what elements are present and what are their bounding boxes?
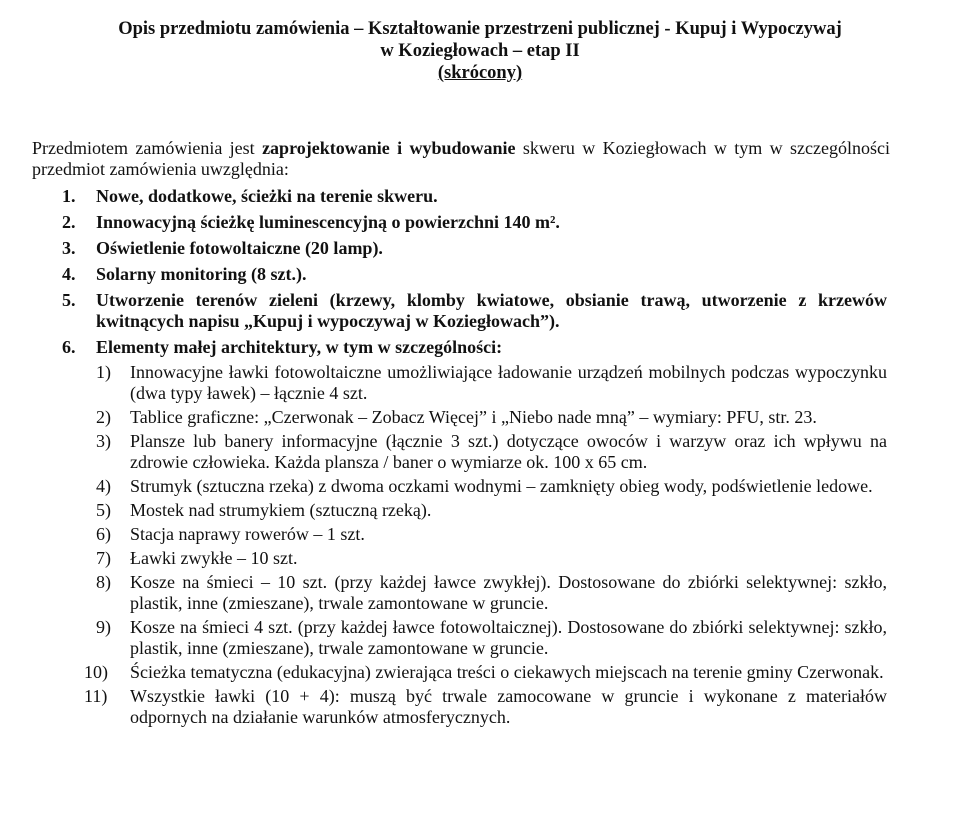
list-item <box>62 264 887 285</box>
sub-list-item <box>96 476 887 497</box>
sub-list-item-text: Ścieżka tematyczna (edukacyjna) zwierająca treści o ciekawych miejscach na terenie gminy Czerwonak. <box>130 662 884 682</box>
document-header <box>0 18 960 84</box>
sub-list-item <box>96 362 887 404</box>
list-item-text: Innowacyjną ścieżkę luminescencyjną o powierzchni 140 m². <box>96 212 560 232</box>
sub-list-item-text: Ławki zwykłe – 10 szt. <box>130 548 298 568</box>
list-item <box>62 238 887 259</box>
main-list <box>62 186 887 733</box>
sub-list-item-text: Tablice graficzne: „Czerwonak – Zobacz Więcej” i „Niebo nade mną” – wymiary: PFU, str. 23. <box>130 407 817 427</box>
sub-list-item-number: 3) <box>96 431 111 451</box>
list-item-text: Elementy małej architektury, w tym w szczególności: <box>96 337 503 357</box>
list-item-number: 6. <box>62 337 76 357</box>
intro-bold: zaprojektowanie i wybudowanie <box>262 138 516 158</box>
sub-list <box>84 362 887 728</box>
list-item <box>62 212 887 233</box>
sub-list-item-text: Stacja naprawy rowerów – 1 szt. <box>130 524 365 544</box>
sub-list-item-text: Innowacyjne ławki fotowoltaiczne umożliwiające ładowanie urządzeń mobilnych podczas wypoczynku (dwa typy ławek) – łącznie 4 szt. <box>130 362 887 403</box>
sub-list-item-number: 5) <box>96 500 111 520</box>
sub-list-item-text: Mostek nad strumykiem (sztuczną rzeką). <box>130 500 432 520</box>
sub-list-item <box>96 572 887 614</box>
sub-list-item-text: Strumyk (sztuczna rzeka) z dwoma oczkami wodnymi – zamknięty obieg wody, podświetlenie ledowe. <box>130 476 873 496</box>
list-item <box>62 337 887 728</box>
document-title: Opis przedmiotu zamówienia – Kształtowanie przestrzeni publicznej - Kupuj i Wypoczywaj <box>118 19 842 39</box>
sub-list-item <box>96 548 887 569</box>
sub-list-item-number: 2) <box>96 407 111 427</box>
sub-list-item-number: 4) <box>96 476 111 496</box>
sub-list-item-text: Plansze lub banery informacyjne (łącznie 3 szt.) dotyczące owoców i warzyw oraz ich wpływu na zdrowie człowieka. Każda plansza / baner o wymiarze ok. 100 x 65 cm. <box>130 431 887 472</box>
list-item-number: 3. <box>62 238 76 258</box>
list-item-text: Nowe, dodatkowe, ścieżki na terenie skweru. <box>96 186 438 206</box>
sub-list-item-number: 10) <box>84 662 108 682</box>
list-item-number: 4. <box>62 264 76 284</box>
sub-list-item <box>96 407 887 428</box>
list-item-text: Oświetlenie fotowoltaiczne (20 lamp). <box>96 238 383 258</box>
list-item-number: 2. <box>62 212 76 232</box>
sub-list-item-number: 7) <box>96 548 111 568</box>
intro-text-2: skweru w Koziegłowach w tym w szczególności przedmiot zamówienia uwzględnia: <box>32 138 891 179</box>
sub-list-item-number: 8) <box>96 572 111 592</box>
intro-paragraph <box>32 138 890 180</box>
list-item-text: Solarny monitoring (8 szt.). <box>96 264 307 284</box>
intro-text-1: Przedmiotem zamówienia jest <box>32 138 263 158</box>
document-subtitle: (skrócony) <box>437 63 523 83</box>
sub-list-item-number: 6) <box>96 524 111 544</box>
sub-list-item <box>96 524 887 545</box>
list-item-number: 1. <box>62 186 76 206</box>
sub-list-item <box>84 686 887 728</box>
list-item-text: Utworzenie terenów zieleni (krzewy, klomby kwiatowe, obsianie trawą, utworzenie z krzewów kwitnących napisu „Kupuj i wypoczywaj w Koziegłowach”). <box>96 290 887 331</box>
sub-list-item <box>96 617 887 659</box>
sub-list-item <box>96 500 887 521</box>
list-item <box>62 186 887 207</box>
sub-list-item <box>84 662 887 683</box>
sub-list-item-text: Wszystkie ławki (10 + 4): muszą być trwale zamocowane w gruncie i wykonane z materiałów odpornych na działanie warunków atmosferycznych. <box>130 686 887 727</box>
document-title-line2: w Koziegłowach – etap II <box>380 41 580 61</box>
sub-list-item-number: 11) <box>84 686 108 706</box>
sub-list-item-text: Kosze na śmieci 4 szt. (przy każdej ławce fotowoltaicznej). Dostosowane do zbiórki selektywnej: szkło, plastik, inne (zmieszane), trwale zamontowane w gruncie. <box>130 617 887 658</box>
list-item-number: 5. <box>62 290 76 310</box>
sub-list-item-number: 9) <box>96 617 111 637</box>
sub-list-item-number: 1) <box>96 362 111 382</box>
sub-list-item <box>96 431 887 473</box>
sub-list-item-text: Kosze na śmieci – 10 szt. (przy każdej ławce zwykłej). Dostosowane do zbiórki selektywnej: szkło, plastik, inne (zmieszane), trwale zamontowane w gruncie. <box>130 572 887 613</box>
list-item <box>62 290 887 332</box>
